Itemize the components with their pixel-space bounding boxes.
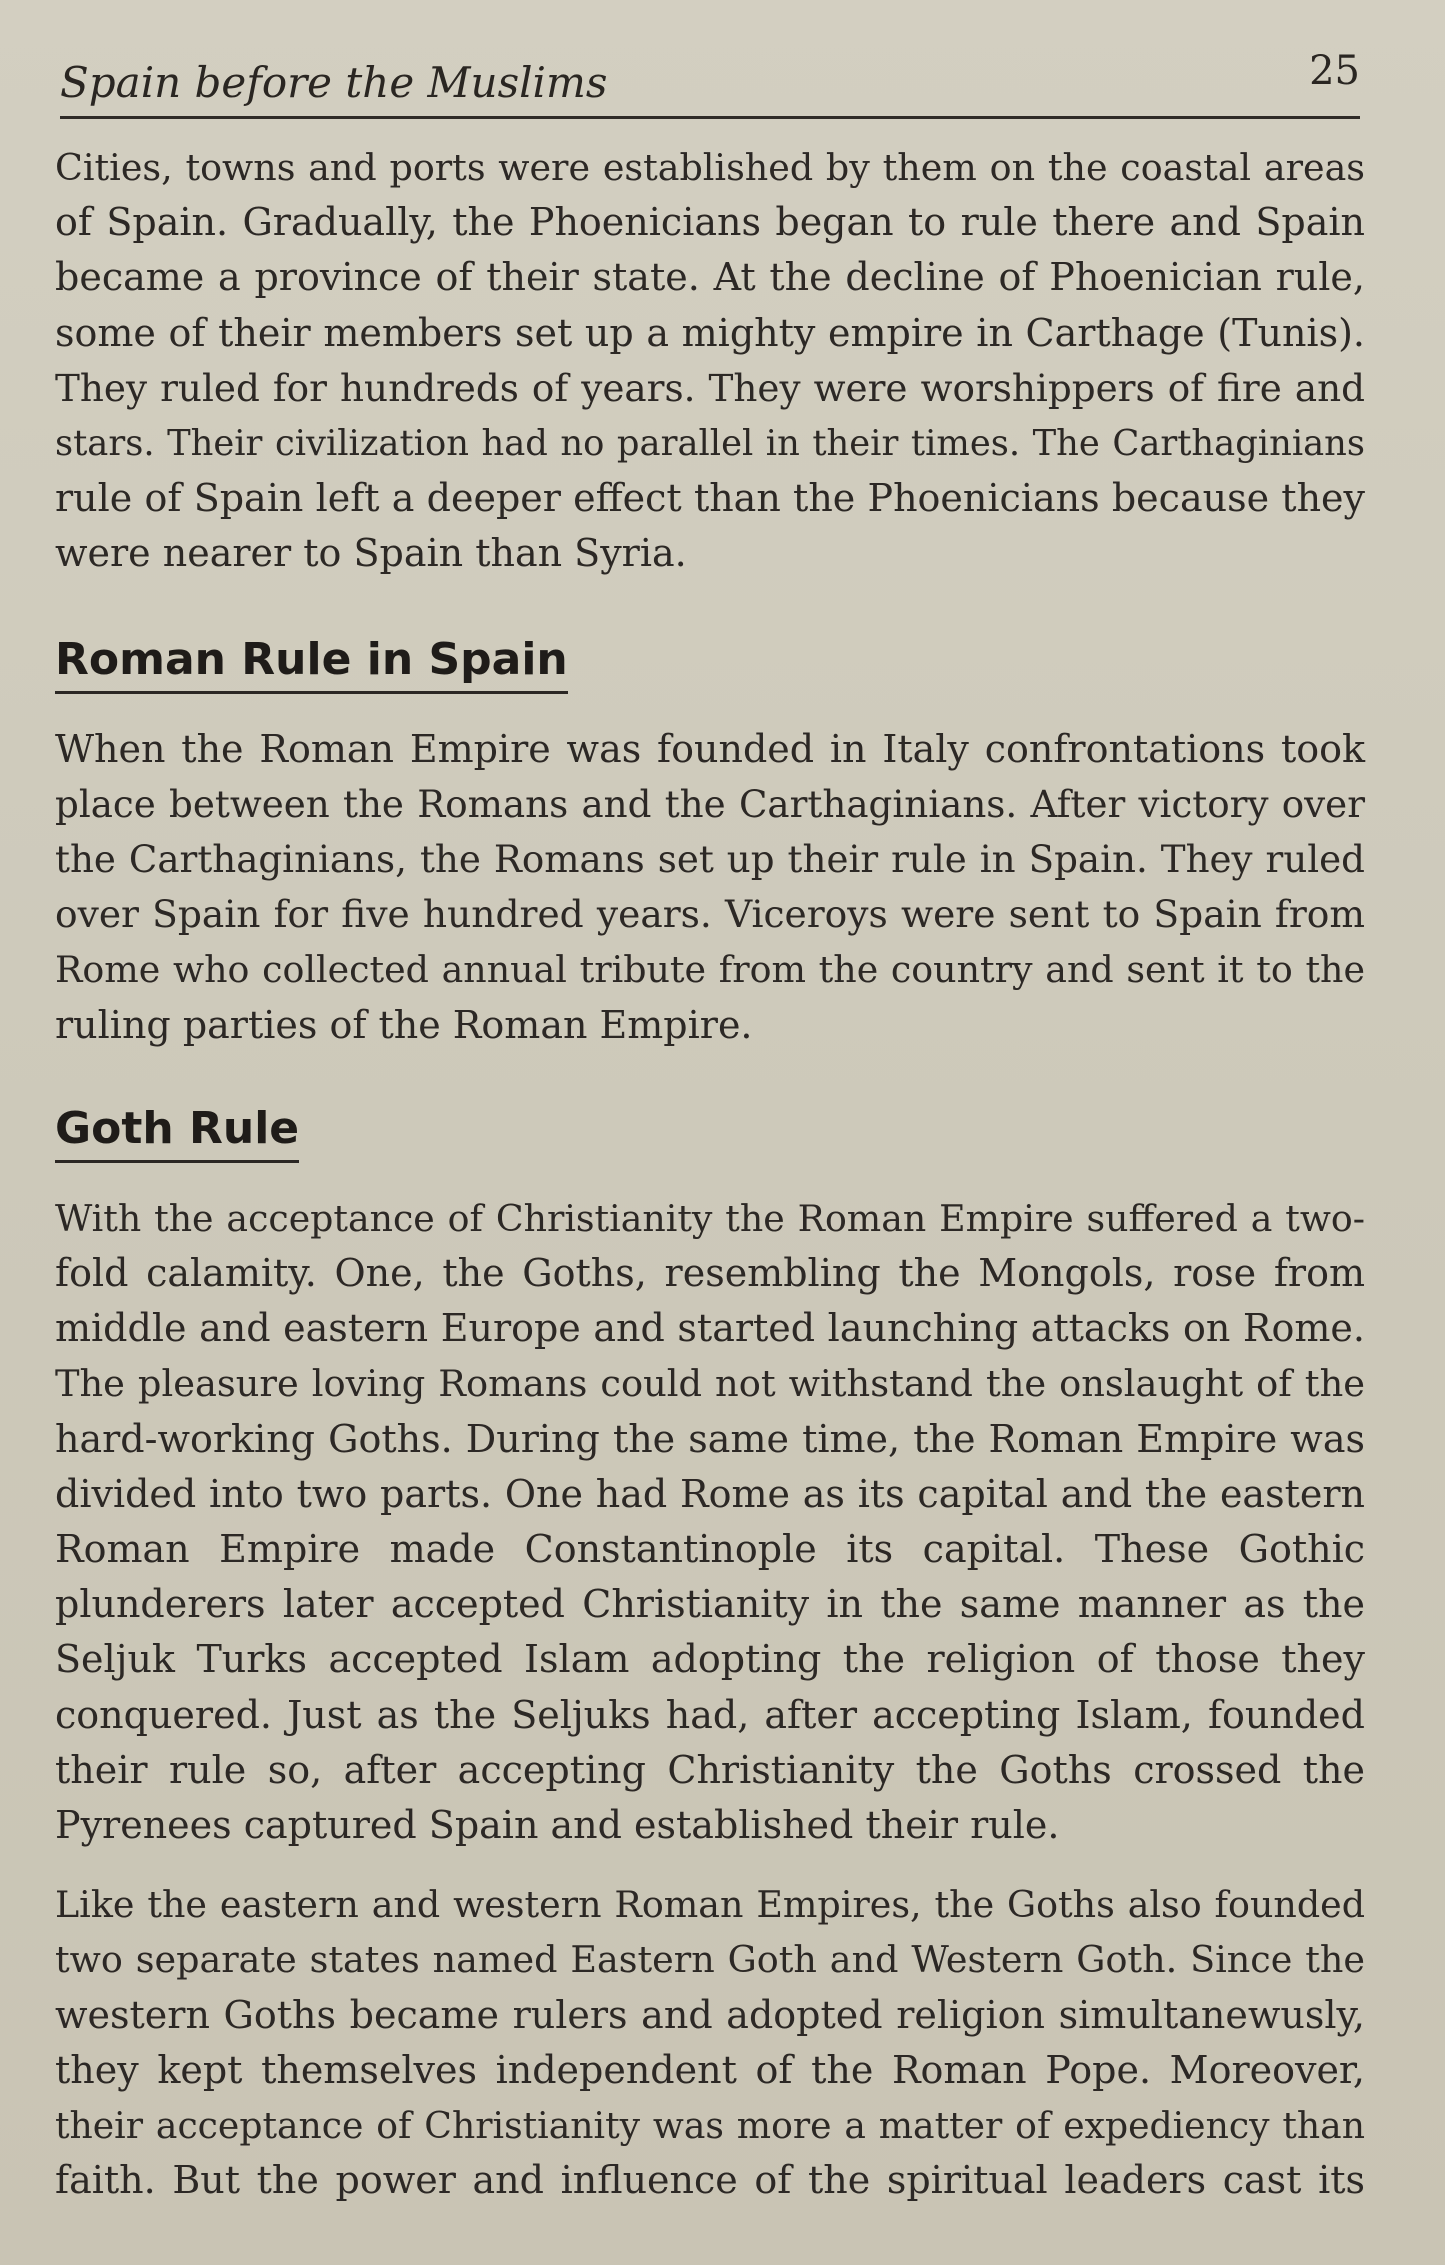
text-line: over Spain for five hundred years. Viceroys were sent to Spain from — [55, 892, 1365, 937]
text-line: some of their members set up a mighty empire in Carthage (Tunis). — [55, 310, 1365, 355]
text-line: stars. Their civilization had no parallel in their times. The Carthaginians — [55, 423, 1365, 465]
page-content — [55, 140, 1365, 2209]
goth-rule-paragraph — [55, 1191, 1365, 1853]
roman-rule-paragraph — [55, 722, 1365, 1053]
text-line: When the Roman Empire was founded in Italy confrontations took — [55, 726, 1365, 771]
text-line: middle and eastern Europe and started launching attacks on Rome. — [55, 1306, 1365, 1351]
text-line: of Spain. Gradually, the Phoenicians began to rule there and Spain — [55, 200, 1365, 245]
header-rule — [60, 116, 1360, 119]
text-line: western Goths became rulers and adopted religion simultanewusly, — [55, 1992, 1365, 2037]
text-line: they kept themselves independent of the Roman Pope. Moreover, — [55, 2047, 1365, 2092]
text-line: their rule so, after accepting Christianity the Goths crossed the — [55, 1747, 1365, 1792]
running-header — [60, 48, 1360, 123]
text-line: They ruled for hundreds of years. They were worshippers of fire and — [55, 365, 1365, 410]
page-number: 25 — [1309, 48, 1360, 94]
text-line: hard-working Goths. During the same time, the Roman Empire was — [55, 1416, 1365, 1461]
text-line: With the acceptance of Christianity the Roman Empire suffered a two- — [55, 1196, 1365, 1240]
running-title: Spain before the Muslims — [60, 58, 608, 107]
text-line: became a province of their state. At the decline of Phoenician rule, — [55, 255, 1365, 300]
text-line: Like the eastern and western Roman Empires, the Goths also founded — [55, 1883, 1365, 1927]
text-line: conquered. Just as the Seljuks had, after accepting Islam, founded — [55, 1692, 1365, 1737]
text-line: their acceptance of Christianity was more a matter of expediency than — [55, 2104, 1365, 2148]
text-line: plunderers later accepted Christianity in the same manner as the — [55, 1582, 1365, 1627]
text-line: faith. But the power and influence of the spiritual leaders cast its — [55, 2158, 1365, 2203]
heading-roman-rule: Roman Rule in Spain — [55, 634, 568, 694]
heading-goth-rule: Goth Rule — [55, 1103, 299, 1163]
text-line: Rome who collected annual tribute from the country and sent it to the — [55, 948, 1365, 992]
text-line: Cities, towns and ports were established by them on the coastal areas — [55, 146, 1365, 189]
text-line: divided into two parts. One had Rome as its capital and the eastern — [55, 1471, 1365, 1516]
text-line: place between the Romans and the Carthaginians. After victory over — [55, 781, 1365, 826]
text-line: were nearer to Spain than Syria. — [55, 531, 687, 576]
text-line: Pyrenees captured Spain and established their rule. — [55, 1803, 1060, 1848]
text-line: ruling parties of the Roman Empire. — [55, 1002, 753, 1047]
text-line: rule of Spain left a deeper effect than the Phoenicians because they — [55, 476, 1365, 521]
text-line: fold calamity. One, the Goths, resembling the Mongols, rose from — [55, 1251, 1365, 1296]
text-line: The pleasure loving Romans could not withstand the onslaught of the — [55, 1362, 1365, 1406]
text-line: the Carthaginians, the Romans set up their rule in Spain. They ruled — [55, 837, 1365, 882]
goth-states-paragraph — [55, 1877, 1365, 2208]
text-line: two separate states named Eastern Goth and Western Goth. Since the — [55, 1938, 1365, 1982]
text-line: Roman Empire made Constantinople its capital. These Gothic — [55, 1527, 1365, 1572]
text-line: Seljuk Turks accepted Islam adopting the religion of those they — [55, 1637, 1365, 1682]
intro-paragraph — [55, 140, 1365, 582]
